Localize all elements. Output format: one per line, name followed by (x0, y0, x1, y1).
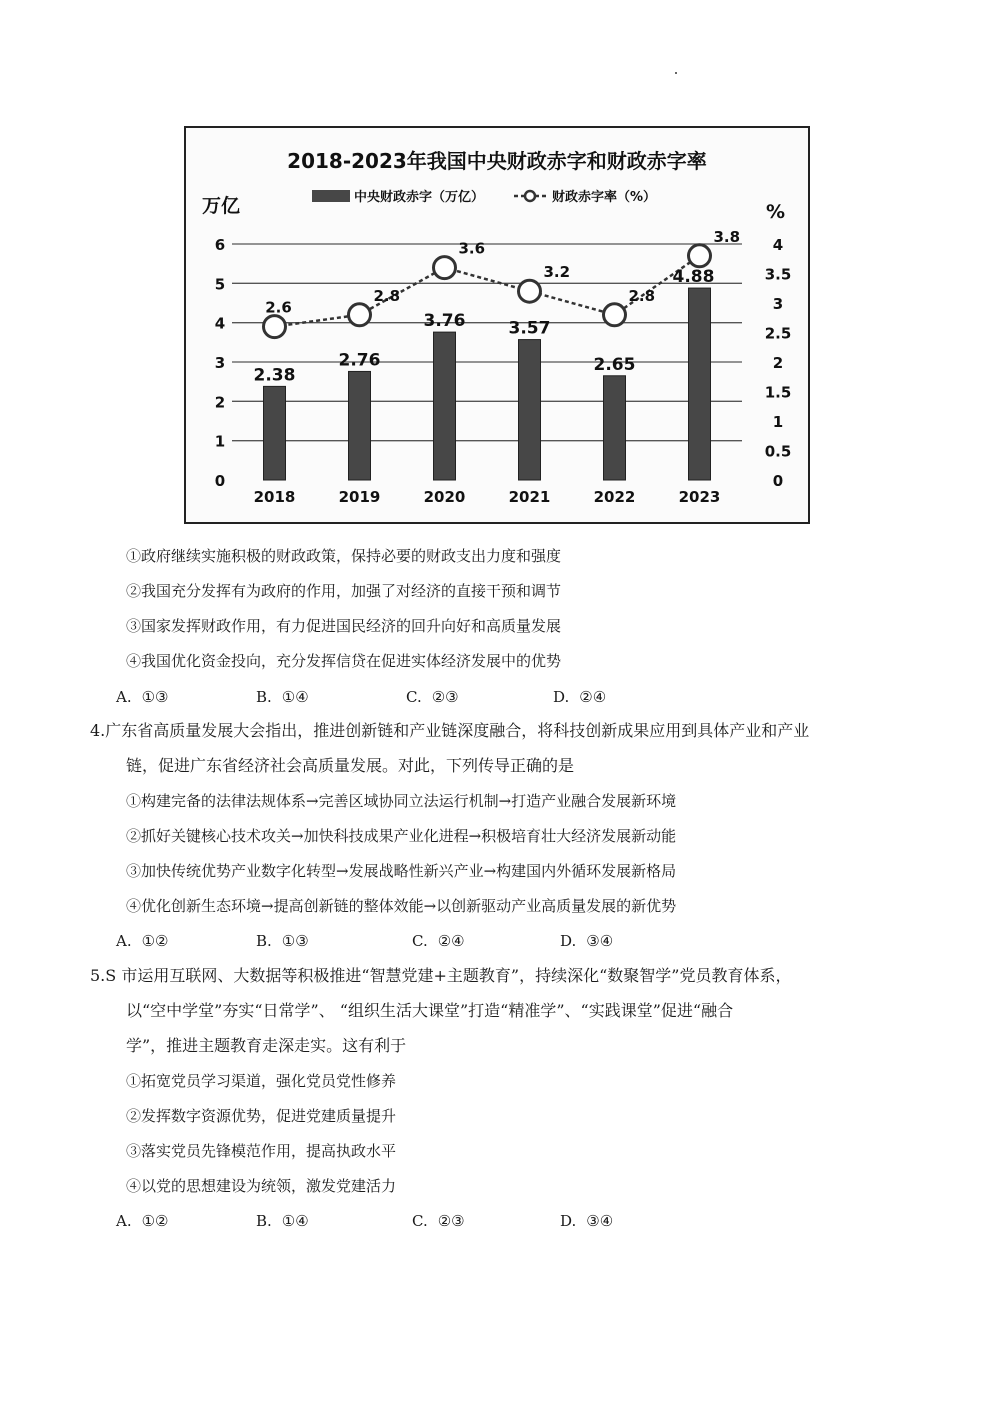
fiscal-deficit-chart (186, 128, 808, 522)
legend-bar-label: 中央财政赤字（万亿） (354, 190, 485, 205)
y-right-tick-label: 2 (772, 354, 784, 372)
q5-item-3: ③落实党员先锋模范作用，提高执政水平 (126, 1142, 397, 1160)
y-left-tick-label: 6 (214, 236, 226, 254)
rate-marker (349, 304, 371, 326)
q5-stem-line-3: 学”，推进主题教育走深走实。这有利于 (126, 1036, 407, 1055)
answer-text: ②③ (437, 1212, 465, 1230)
rate-data-label: 2.8 (628, 286, 656, 305)
q4-item-2: ②抓好关键核心技术攻关→加快科技成果产业化进程→积极培育壮大经济发展新动能 (126, 827, 677, 845)
rate-marker (434, 257, 456, 279)
answer-text: ①③ (281, 932, 309, 950)
rate-marker (264, 316, 286, 338)
answer-letter: D. (560, 1212, 577, 1230)
answer-letter: B. (256, 688, 272, 706)
q5-answer-b[interactable] (256, 1211, 309, 1231)
q4-item-3: ③加快传统优势产业数字化转型→发展战略性新兴产业→构建国内外循环发展新格局 (126, 862, 677, 880)
q4-answer-c[interactable] (412, 931, 465, 951)
y-left-tick-label: 1 (214, 432, 226, 451)
q5-item-4: ④以党的思想建设为统领，激发党建活力 (126, 1177, 397, 1195)
y-right-tick-label: 3.5 (764, 265, 792, 284)
bar-data-label: 2.76 (338, 350, 381, 371)
q4-item-1: ①构建完备的法律法规体系→完善区域协同立法运行机制→打造产业融合发展新环境 (126, 792, 677, 810)
answer-letter: A. (116, 688, 132, 706)
y-right-tick-label: 0 (772, 472, 784, 490)
q5-stem-line-1: 5.S 市运用互联网、大数据等积极推进“智慧党建+主题教育”，持续深化“数聚智学”党员教育体系， (90, 966, 792, 985)
bar-data-label: 2.65 (593, 354, 636, 375)
q5-item-1: ①拓宽党员学习渠道，强化党员党性修养 (126, 1072, 397, 1090)
y-right-tick-label: 1.5 (764, 383, 792, 402)
q3-item-2: ②我国充分发挥有为政府的作用，加强了对经济的直接干预和调节 (126, 582, 562, 600)
q3-item-1: ①政府继续实施积极的财政政策，保持必要的财政支出力度和强度 (126, 547, 562, 565)
q5-answer-d[interactable] (560, 1211, 613, 1231)
bar (604, 376, 626, 480)
answer-text: ②③ (431, 688, 459, 706)
answer-text: ①④ (281, 1212, 309, 1230)
q5-answer-a[interactable] (116, 1211, 169, 1231)
q4-answer-a[interactable] (116, 931, 169, 951)
y-left-tick-label: 3 (214, 354, 226, 372)
bar (689, 288, 711, 480)
rate-marker (604, 304, 626, 326)
answer-letter: A. (116, 932, 132, 950)
y-left-tick-label: 2 (214, 393, 226, 412)
answer-letter: B. (256, 1212, 272, 1230)
rate-data-label: 3.2 (543, 263, 571, 282)
bar-data-label: 2.38 (253, 365, 296, 386)
y-right-unit-label: % (766, 201, 786, 223)
answer-text: ②④ (437, 932, 465, 950)
x-tick-label: 2022 (593, 488, 636, 506)
q4-stem-line-1: 4.广东省高质量发展大会指出，推进创新链和产业链深度融合，将科技创新成果应用到具体产业和产业 (90, 721, 810, 740)
answer-text: ①② (141, 1212, 169, 1230)
answer-letter: C. (412, 932, 428, 950)
answer-text: ①③ (141, 688, 169, 706)
q3-answer-b[interactable] (256, 687, 309, 707)
x-tick-label: 2023 (678, 488, 721, 506)
y-left-unit-label: 万亿 (202, 195, 241, 217)
answer-text: ③④ (586, 1212, 614, 1230)
x-tick-label: 2019 (338, 488, 381, 506)
bar (519, 340, 541, 480)
y-left-tick-label: 0 (214, 472, 226, 490)
q3-answer-c[interactable] (406, 687, 459, 707)
q5-stem-line-2: 以“空中学堂”夯实“日常学”、 “组织生活大课堂”打造“精准学”、“实践课堂”促进“融合 (126, 1001, 734, 1020)
q3-answer-a[interactable] (116, 687, 169, 707)
rate-data-label: 2.6 (265, 298, 292, 317)
q3-item-4: ④我国优化资金投向，充分发挥信贷在促进实体经济发展中的优势 (126, 652, 562, 670)
chart-frame (184, 126, 810, 524)
q5-item-2: ②发挥数字资源优势，促进党建质量提升 (126, 1107, 397, 1125)
q4-answer-b[interactable] (256, 931, 309, 951)
rate-marker (519, 280, 541, 302)
q4-stem-line-2: 链，促进广东省经济社会高质量发展。对此，下列传导正确的是 (126, 756, 575, 775)
answer-text: ③④ (586, 932, 614, 950)
q4-item-4: ④优化创新生态环境→提高创新链的整体效能→以创新驱动产业高质量发展的新优势 (126, 897, 677, 915)
y-right-tick-label: 2.5 (764, 324, 792, 343)
answer-letter: C. (412, 1212, 428, 1230)
legend-bar-swatch (312, 190, 350, 202)
answer-letter: C. (406, 688, 422, 706)
bar (264, 386, 286, 480)
q4-answer-d[interactable] (560, 931, 613, 951)
y-left-tick-label: 4 (214, 314, 226, 333)
bar-data-label: 3.76 (423, 311, 466, 332)
rate-data-label: 3.8 (713, 227, 741, 246)
x-tick-label: 2021 (508, 488, 551, 506)
rate-data-label: 2.8 (373, 286, 401, 305)
y-right-tick-label: 3 (772, 295, 784, 313)
y-right-tick-label: 4 (772, 236, 784, 254)
q3-answer-d[interactable] (553, 687, 606, 707)
y-left-tick-label: 5 (214, 275, 226, 294)
x-tick-label: 2020 (423, 488, 466, 506)
answer-letter: A. (116, 1212, 132, 1230)
answer-letter: B. (256, 932, 272, 950)
answer-text: ①④ (281, 688, 309, 706)
bar-layer (264, 288, 711, 480)
answer-letter: D. (553, 688, 570, 706)
rate-data-label: 3.6 (458, 239, 486, 258)
bar-data-label: 4.88 (672, 267, 715, 288)
q5-answer-c[interactable] (412, 1211, 465, 1231)
bar (434, 332, 456, 480)
legend-line-label: 财政赤字率（%） (552, 190, 657, 205)
scan-speck (675, 72, 677, 74)
x-tick-label: 2018 (253, 488, 296, 506)
y-right-tick-label: 0.5 (764, 442, 792, 461)
y-right-tick-label: 1 (772, 413, 784, 431)
bar-data-label: 3.57 (508, 318, 551, 339)
grid-layer (232, 244, 742, 441)
q3-item-3: ③国家发挥财政作用，有力促进国民经济的回升向好和高质量发展 (126, 617, 562, 635)
chart-title: 2018-2023年我国中央财政赤字和财政赤字率 (287, 149, 707, 173)
answer-text: ①② (141, 932, 169, 950)
answer-text: ②④ (579, 688, 607, 706)
answer-letter: D. (560, 932, 577, 950)
legend-line-marker (525, 191, 535, 201)
rate-marker (689, 245, 711, 267)
bar (349, 371, 371, 480)
